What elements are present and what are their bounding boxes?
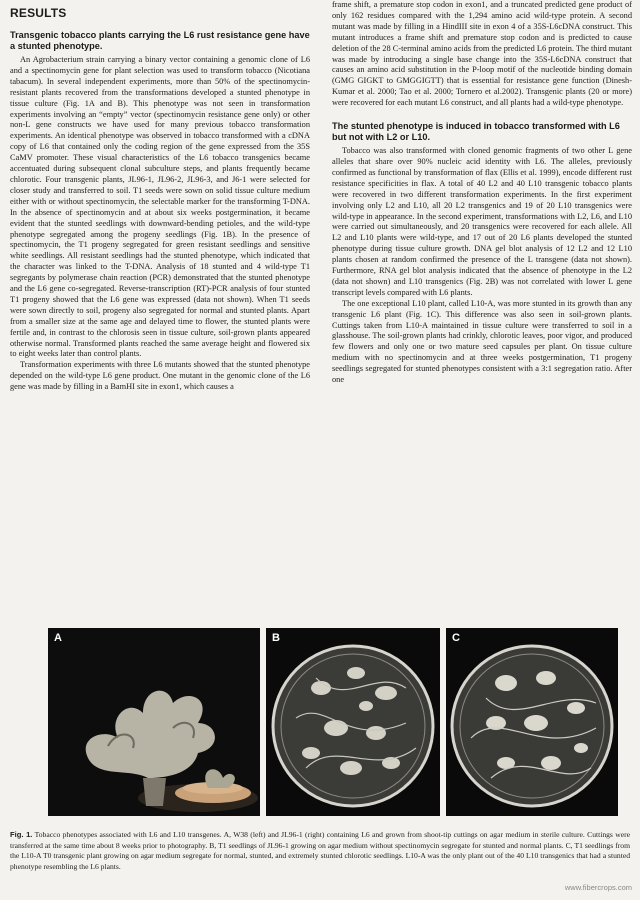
caption-label: Fig. 1. bbox=[10, 830, 33, 839]
panel-a-label: A bbox=[54, 632, 62, 644]
watermark: www.fibercrops.com bbox=[564, 883, 632, 892]
right-column bbox=[332, 0, 632, 386]
left-paragraph-1: An Agrobacterium strain carrying a binary vector containing a genomic clone of L6 and a spectinomycin gene for plant selection was used to transform tobacco (Nicotiana tabacum). In several independent experiments, more than 50% of the spectinomycin-resistant plants recovered from the transformations developed a stunted phenotype in tissue culture (Fig. 1A and B). This phenotype was not seen in transformation experiments involving an “empty” vector (spectinomycin resistance gene only) or other non-L gene constructs we have used for many previous tobacco transformation experiments. An identical phenotype was observed in tobacco transformed with a cDNA copy of L6 that contained only the coding region of the gene expressed from the 35S CaMV promoter. These visual characteristics of the L6 tobacco transgenics became accentuated during subsequent clonal subculture steps, and plants frequently became chlorotic. Four transgenic plants, JL96-1, JL96-2, JL96-3, and J6-1 were selected for closer study and transferred to soil. T1 seeds were sown on solid tissue culture medium either with or without spectinomycin, the selectable marker for the transforming T-DNA. In the absence of spectinomycin and at about six weeks postgermination, it became evident that the stunted seedlings with downward-bending petioles, and the wild-type phenotype segregated among the progeny seedlings (Fig. 1B). In the presence of spectinomycin, the T1 progeny segregated for green resistant seedlings and sensitive white seedlings. All resistant seedlings had the stunted phenotype, which indicated that the character was linked to the T-DNA. Analysis of 18 stunted and 4 wild-type T1 segregants by polymerase chain reaction (PCR) demonstrated that the stunted phenotype and the L6 gene co-segregated. Reverse-transcription (RT)-PCR analysis of four stunted T1 progeny showed that the L6 gene was expressed (data not shown). When T1 seeds were sown directly to soil, progeny also segregated for normal and stunted plants. Apart from a smaller size at the same age and delayed time to flower, the stunted plants were fertile and, in contrast to the chlorosis seen in tissue culture, soil-grown plants appeared otherwise normal. Transformed plants reached the same average height and flowered six to eight weeks later than control plants. bbox=[10, 55, 310, 359]
left-subheading: Transgenic tobacco plants carrying the L6 rust resistance gene have a stunted phenotype. bbox=[10, 30, 310, 51]
figure-caption bbox=[10, 830, 630, 872]
panel-c-label: C bbox=[452, 632, 460, 644]
figure-panel-b bbox=[266, 628, 440, 816]
panel-b-image bbox=[266, 628, 440, 816]
section-heading: RESULTS bbox=[10, 6, 67, 20]
right-paragraph-2: Tobacco was also transformed with cloned genomic fragments of two other L gene alleles that share over 90% nucleic acid identity with L6. The alleles, previously confirmed as functional by transformation of flax (Ellis et al. 1999), encode different rust resistance specificities in flax. A total of 40 L2 and 40 L10 transgenic tobacco plants were recovered in two different transformation experiments. In the first experiment involving only L2 and L10, all 20 L2 transgenics and 19 of 20 L10 transgenics were wild-type in appearance. In the second experiment, transformations with L2, L6, and L10 were carried out simultaneously, and 20 transgenics were recovered for each allele. All L2 and L10 plants were wild-type, and 17 out of 20 L6 plants developed the stunted phenotype during tissue culture growth. DNA gel blot analysis of 12 L2 and 12 L10 plants chosen at random confirmed the presence of the L transgene (data not shown). Furthermore, RNA gel blot analysis indicated that the absence of phenotype in the L2 (data not shown) and L10 transgenics (Fig. 2B) was not correlated with lower L gene transcript levels compared with L6 plants. bbox=[332, 146, 632, 297]
panel-a-image bbox=[48, 628, 260, 816]
panel-c-image bbox=[446, 628, 618, 816]
left-paragraph-2: Transformation experiments with three L6 mutants showed that the stunted phenotype depended on the wild-type L6 gene product. One mutant in the genomic clone of the L6 gene was made by filling in a BamHI site in exon1, which causes a bbox=[10, 360, 310, 392]
right-paragraph-1: frame shift, a premature stop codon in exon1, and a truncated predicted gene product of only 162 residues compared with the 1,294 amino acid wild-type protein. A second mutant was made by filling in a HindIII site in exon 4 of a 35S-L6cDNA construct. This mutant introduces a frame shift and premature stop codon and is predicted to cause deletion of the 28 C-terminal amino acids from the predicted L6 protein. The third mutant was made by introducing a single base change into the 35S-L6cDNA construct that causes an amino acid substitution in the P-loop motif of the nucleotide binding domain (GMG GIGKT to GMGGIGTT) that is essential for resistance gene function (Dinesh-Kumar et al. 2000; Tao et al. 2000; Tornero et al.2002). Transgenic plants (20 or more) were recovered for each mutant L6 construct, and all plants had a wild-type phenotype. bbox=[332, 0, 632, 108]
figure-panel-a bbox=[48, 628, 260, 816]
right-paragraph-3: The one exceptional L10 plant, called L10-A, was more stunted in its growth than any transgenic L6 plant (Fig. 1C). This difference was also seen in soil-grown plants. Cuttings taken from L10-A maintained in tissue culture were transferred to soil in a glasshouse. The soil-grown plants had crinkly, chlorotic leaves, poor vigor, and produced few flowers and only one or two mature seed capsules per plant. On tissue culture medium with no spectinomycin and at three weeks postgermination, T1 progeny seedlings segregated for stunted phenotypes consistent with a 3:1 segregation ratio. After one bbox=[332, 298, 632, 385]
figure-panel-c bbox=[446, 628, 618, 816]
panel-b-label: B bbox=[272, 632, 280, 644]
right-subheading: The stunted phenotype is induced in tobacco transformed with L6 but not with L2 or L10. bbox=[332, 121, 620, 143]
caption-text: Tobacco phenotypes associated with L6 and L10 transgenes. A, W38 (left) and JL96-1 (right) containing L6 and grown from shoot-tip cuttings on agar medium in sterile culture. Cuttings were transferred at the same time about 8 weeks prior to photography. B, T1 seedlings of JL96-1 growing on agar medium without spectinomycin segregate for stunted and normal plants. C, T1 seedlings from the L10-A T0 transgenic plant growing on agar medium segregate for normal, stunted, and extremely stunted chlorotic seedlings. L10-A was the only plant out of the 40 L10 transgenics that had a stunted phenotype resembling the L6 plants. bbox=[10, 830, 630, 871]
figure-1 bbox=[48, 628, 618, 816]
left-column bbox=[10, 0, 310, 393]
